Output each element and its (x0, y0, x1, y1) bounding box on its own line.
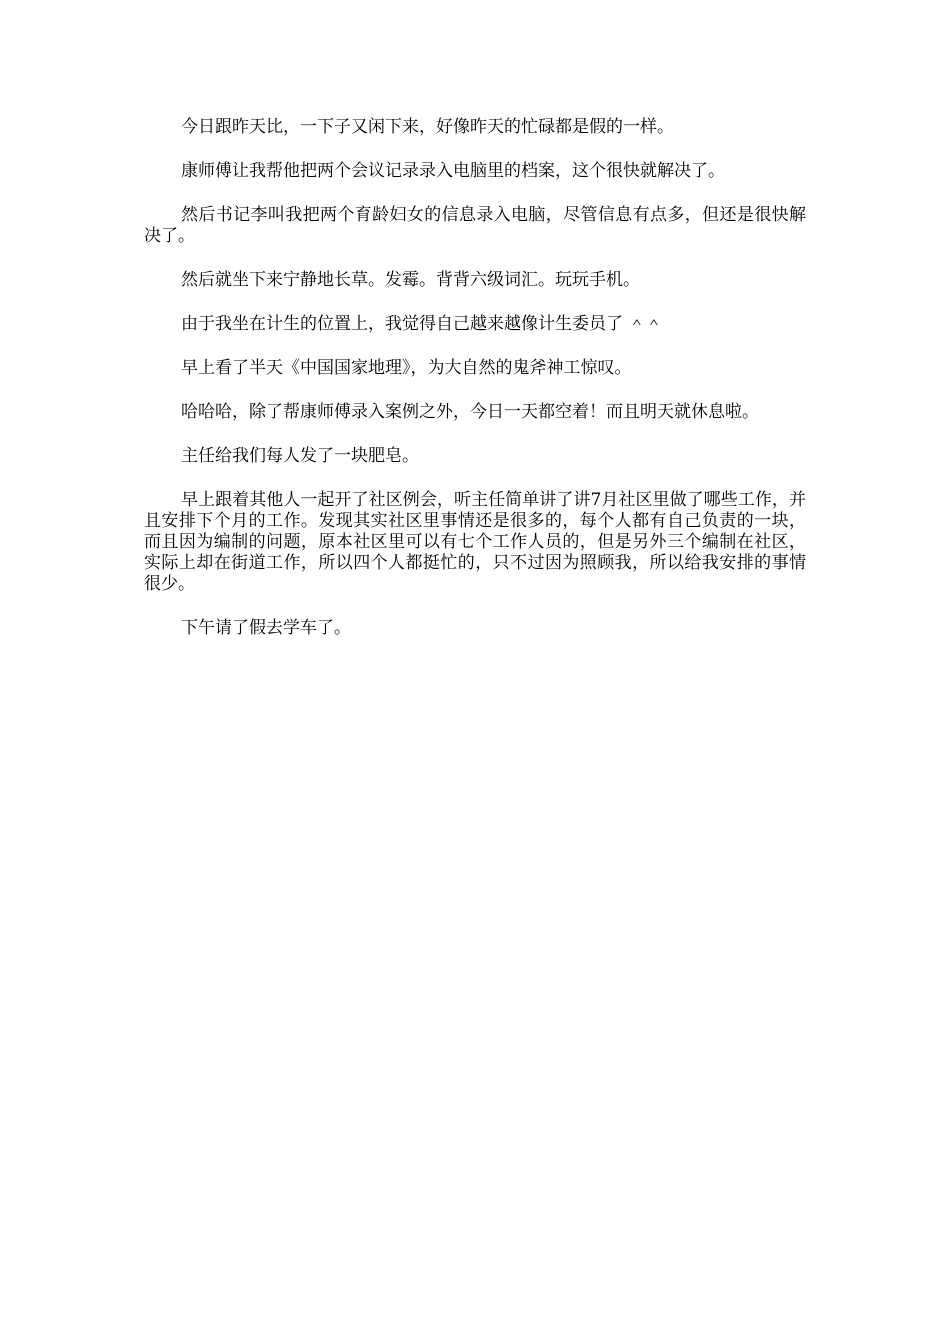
paragraph: 主任给我们每人发了一块肥皂。 (181, 446, 419, 466)
paragraph: 然后书记李叫我把两个育龄妇女的信息录入电脑，尽管信息有点多，但还是很快解决了。 (144, 205, 806, 246)
paragraph: 早上看了半天《中国国家地理》，为大自然的鬼斧神工惊叹。 (181, 358, 632, 378)
paragraph: 然后就坐下来宁静地长草。发霉。背背六级词汇。玩玩手机。 (181, 270, 640, 290)
paragraph: 康师傅让我帮他把两个会议记录录入电脑里的档案，这个很快就解决了。 (181, 161, 725, 181)
paragraph: 由于我坐在计生的位置上，我觉得自己越来越像计生委员了 ＾＾ (181, 314, 663, 334)
paragraph: 哈哈哈，除了帮康师傅录入案例之外，今日一天都空着！而且明天就休息啦。 (181, 402, 759, 422)
paragraph: 早上跟着其他人一起开了社区例会，听主任简单讲了讲7月社区里做了哪些工作，并且安排下个月的工作。发现其实社区里事情还是很多的，每个人都有自己负责的一块，而且因为编制的问题，原本社区里可以有七个工作人员的，但是另外三个编制在社区，实际上却在街道工作，所以四个人都挺忙的，只不过因为照顾我，所以给我安排的事情很少。 (144, 490, 806, 594)
paragraph: 今日跟昨天比，一下子又闲下来，好像昨天的忙碌都是假的一样。 (181, 117, 674, 137)
document-body (144, 117, 806, 662)
paragraph: 下午请了假去学车了。 (181, 618, 351, 638)
